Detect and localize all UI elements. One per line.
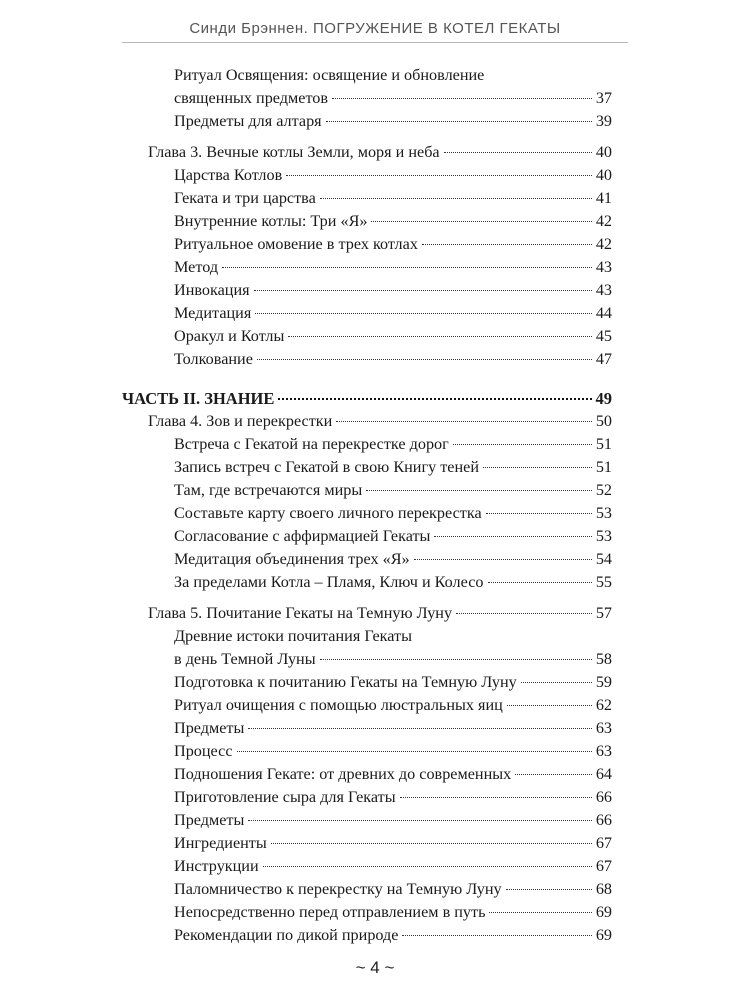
dot-leader [444,152,592,153]
toc-entry-continued-line [0,64,750,87]
toc-entry [0,210,750,233]
toc-entry-title: Паломничество к перекрестку на Темную Луну [174,880,502,898]
dot-leader [422,244,592,245]
toc-entry-title: Метод [174,258,219,276]
table-of-contents [0,64,750,947]
dot-leader [248,728,591,729]
toc-entry-title: Ритуал Освящения: освящение и обновление [174,66,485,84]
toc-entry-page: 67 [595,834,612,852]
toc-chapter-4 [0,410,750,433]
toc-entry [0,763,750,786]
toc-entry-page: 42 [595,212,612,230]
toc-entry-title: Внутренние котлы: Три «Я» [174,212,368,230]
toc-entry [0,302,750,325]
toc-entry-title: Царства Котлов [174,166,283,184]
toc-entry [0,502,750,525]
toc-entry-page: 69 [595,926,612,944]
toc-entry-title: Составьте карту своего личного перекрестка [174,504,482,522]
toc-entry-title: Приготовление сыра для Гекаты [174,788,396,806]
toc-entry [0,233,750,256]
toc-entry [0,433,750,456]
page-number: ~ 4 ~ [355,958,395,977]
dot-leader [257,359,592,360]
dot-leader [371,221,591,222]
toc-entry-title: Запись встреч с Гекатой в свою Книгу теней [174,458,479,476]
toc-entry-title: в день Темной Луны [174,650,316,668]
toc-chapter-title: Глава 4. Зов и перекрестки [148,412,333,430]
toc-entry [0,648,750,671]
toc-entry-page: 62 [595,696,612,714]
dot-leader [332,98,592,99]
toc-entry-page: 58 [595,650,612,668]
toc-entry-title: Встреча с Гекатой на перекрестке дорог [174,435,449,453]
toc-entry-title: Древние истоки почитания Гекаты [174,627,412,645]
dot-leader [400,797,592,798]
toc-entry-page: 42 [595,235,612,253]
toc-entry-page: 66 [595,811,612,829]
toc-entry [0,809,750,832]
dot-leader [271,843,592,844]
toc-entry-title: Предметы [174,719,245,737]
dot-leader [521,682,592,683]
toc-entry-page: 44 [595,304,612,322]
toc-entry [0,671,750,694]
toc-entry [0,571,750,594]
toc-entry-page: 64 [595,765,612,783]
toc-entry-page: 68 [595,880,612,898]
dot-leader [254,290,592,291]
toc-entry [0,348,750,371]
toc-entry-page: 39 [595,112,612,130]
dot-leader [486,513,592,514]
toc-entry-page: 63 [595,742,612,760]
toc-entry-page: 53 [595,527,612,545]
toc-entry-title: За пределами Котла – Пламя, Ключ и Колесо [174,573,484,591]
dot-leader [278,398,591,400]
toc-chapter-page: 50 [595,412,612,430]
toc-entry [0,548,750,571]
toc-entry [0,901,750,924]
dot-leader [320,659,592,660]
toc-entry-page: 67 [595,857,612,875]
toc-entry [0,717,750,740]
toc-entry-page: 63 [595,719,612,737]
dot-leader [336,421,591,422]
toc-part-page: 49 [595,389,612,408]
header-divider [122,42,628,43]
toc-entry [0,456,750,479]
dot-leader [515,774,592,775]
toc-entry [0,187,750,210]
toc-entry-page: 59 [595,673,612,691]
toc-entry-page: 47 [595,350,612,368]
toc-entry-title: Ритуал очищения с помощью люстральных яиц [174,696,503,714]
dot-leader [320,198,592,199]
dot-leader [288,336,591,337]
toc-entry-continued-line [0,625,750,648]
dot-leader [507,705,592,706]
toc-chapter-title: Глава 3. Вечные котлы Земли, моря и неба [148,143,440,161]
toc-entry [0,878,750,901]
toc-chapter-title: Глава 5. Почитание Гекаты на Темную Луну [148,604,453,622]
toc-entry-title: Рекомендации по дикой природе [174,926,399,944]
toc-part-2 [0,387,750,410]
toc-entry [0,256,750,279]
toc-entry [0,87,750,110]
toc-entry-title: Толкование [174,350,253,368]
dot-leader [402,935,591,936]
toc-part-title: ЧАСТЬ II. ЗНАНИЕ [122,389,275,408]
dot-leader [456,613,592,614]
dot-leader [489,912,591,913]
dot-leader [453,444,592,445]
toc-entry-title: Инструкции [174,857,259,875]
dot-leader [286,175,592,176]
toc-entry-page: 51 [595,435,612,453]
toc-entry-title: священных предметов [174,89,329,107]
toc-entry-title: Процесс [174,742,233,760]
dot-leader [237,751,592,752]
toc-entry-title: Подношения Гекате: от древних до современных [174,765,512,783]
toc-entry-page: 54 [595,550,612,568]
toc-entry [0,740,750,763]
toc-entry-title: Там, где встречаются миры [174,481,363,499]
dot-leader [488,582,592,583]
dot-leader [434,536,591,537]
toc-entry-page: 43 [595,281,612,299]
toc-chapter-page: 57 [595,604,612,622]
toc-entry [0,832,750,855]
toc-entry-page: 55 [595,573,612,591]
toc-entry-page: 40 [595,166,612,184]
toc-entry-page: 66 [595,788,612,806]
toc-entry [0,479,750,502]
dot-leader [263,866,592,867]
toc-entry-title: Предметы [174,811,245,829]
toc-entry-title: Инвокация [174,281,250,299]
toc-entry [0,110,750,133]
toc-entry-page: 37 [595,89,612,107]
toc-entry [0,855,750,878]
toc-chapter-5 [0,602,750,625]
toc-entry [0,164,750,187]
toc-entry-page: 41 [595,189,612,207]
toc-entry-title: Ингредиенты [174,834,267,852]
toc-entry-title: Подготовка к почитанию Гекаты на Темную Луну [174,673,517,691]
toc-chapter-page: 40 [595,143,612,161]
toc-entry-page: 51 [595,458,612,476]
dot-leader [248,820,591,821]
toc-entry [0,525,750,548]
toc-entry-title: Оракул и Котлы [174,327,285,345]
dot-leader [222,267,592,268]
toc-entry [0,279,750,302]
toc-entry [0,786,750,809]
toc-entry-page: 52 [595,481,612,499]
dot-leader [414,559,592,560]
toc-entry-page: 69 [595,903,612,921]
toc-entry-page: 45 [595,327,612,345]
toc-entry-page: 53 [595,504,612,522]
toc-entry [0,325,750,348]
toc-entry-title: Медитация объединения трех «Я» [174,550,410,568]
dot-leader [326,121,592,122]
running-header: Синди Брэннен. ПОГРУЖЕНИЕ В КОТЕЛ ГЕКАТЫ [189,20,561,37]
toc-entry-title: Согласование с аффирмацией Гекаты [174,527,431,545]
toc-entry-title: Предметы для алтаря [174,112,322,130]
toc-entry-title: Ритуальное омовение в трех котлах [174,235,418,253]
dot-leader [366,490,592,491]
toc-entry [0,924,750,947]
dot-leader [483,467,592,468]
toc-entry [0,694,750,717]
dot-leader [255,313,592,314]
toc-entry-title: Медитация [174,304,252,322]
toc-entry-page: 43 [595,258,612,276]
toc-entry-title: Геката и три царства [174,189,316,207]
dot-leader [506,889,592,890]
toc-chapter-3 [0,141,750,164]
toc-entry-title: Непосредственно перед отправлением в путь [174,903,486,921]
